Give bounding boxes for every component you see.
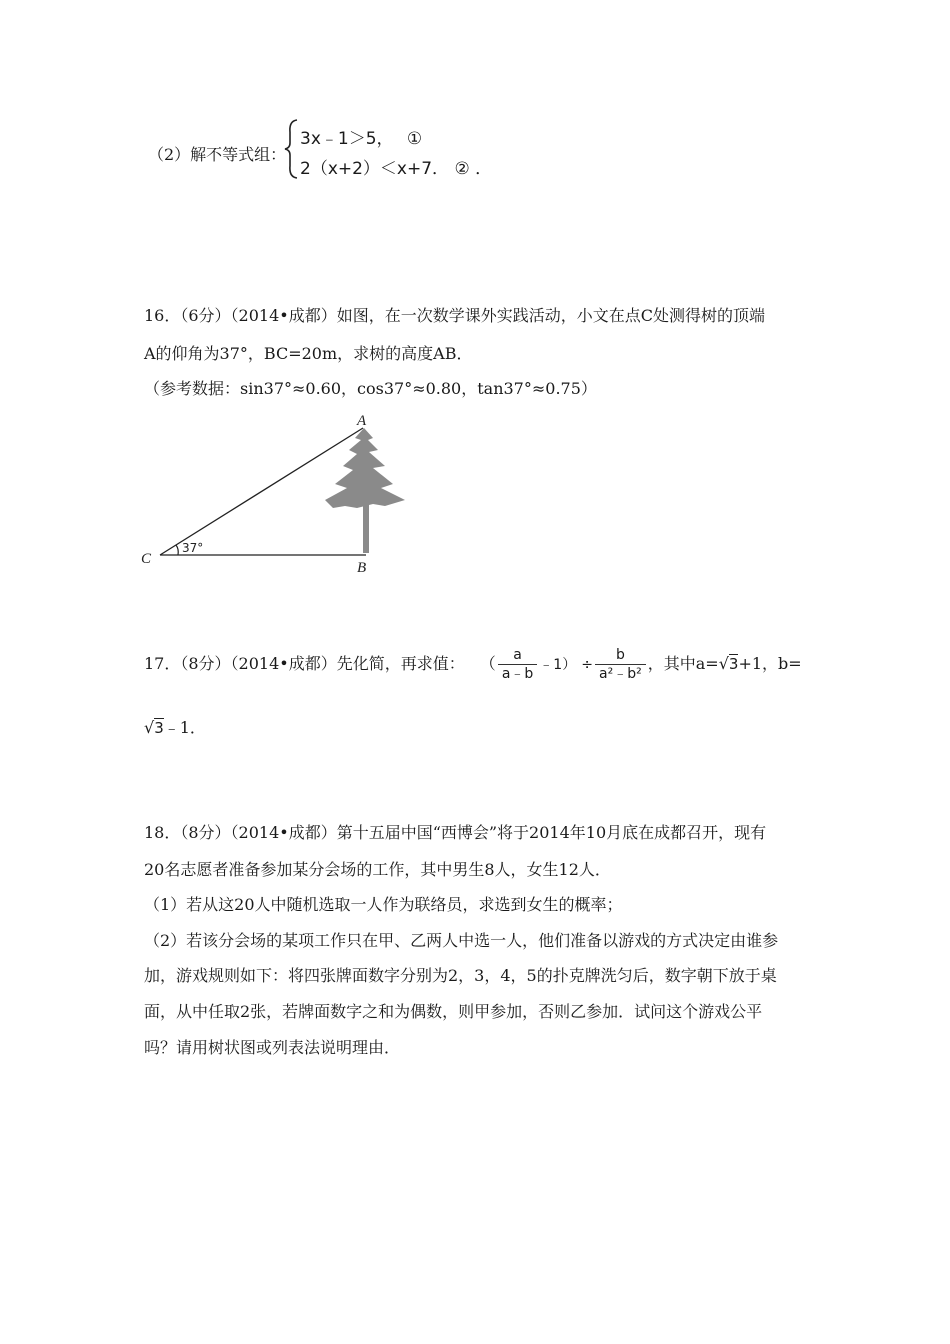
q17-prefix: 17．（8分）（2014•成都）先化简，再求值：: [144, 654, 465, 673]
q18-line-6: 面，从中任取2张，若牌面数字之和为偶数，则甲参加，否则乙参加．试问这个游戏公平: [144, 1002, 763, 1021]
q17-frac2-numerator: b: [615, 647, 625, 663]
angle-label: 37°: [182, 541, 204, 555]
q15-ineq2-text: 2（x+2）＜x+7．: [300, 159, 450, 179]
q18-line-7: 吗？请用树状图或列表法说明理由．: [144, 1038, 401, 1057]
q18-line-5: 加，游戏规则如下：将四张牌面数字分别为2，3，4，5的扑克牌洗匀后，数字朝下放于桌: [144, 966, 777, 985]
q17-fraction-2: [595, 646, 646, 683]
q18-line-1: 18．（8分）（2014•成都）第十五届中国“西博会”将于2014年10月底在成都召开，现有: [144, 823, 767, 842]
q17-b-value: [144, 716, 206, 740]
q17-open-paren: （: [479, 654, 496, 673]
q18-line-3: （1）若从这20人中随机选取一人作为联络员，求选到女生的概率；: [144, 895, 623, 914]
q15-inequality-2: [300, 154, 492, 179]
q17-frac1-denominator: a﹣b: [498, 664, 537, 683]
q15-end-period: ．: [475, 159, 493, 179]
label-b: B: [357, 560, 367, 576]
q15-part-label: （2）解不等式组：: [148, 145, 287, 164]
q17-sqrt3-b: 3: [154, 719, 164, 737]
q17-sqrt-icon-b: √: [144, 718, 155, 737]
q17-where: ，其中a=: [647, 654, 719, 673]
q18-line-4: （2）若该分会场的某项工作只在甲、乙两人中选一人，他们准备以游戏的方式决定由谁参: [144, 931, 779, 950]
q17-sqrt3-a: 3: [728, 655, 739, 673]
q17-frac1-numerator: a: [513, 647, 522, 663]
q15-ineq1-text: 3x﹣1＞5，: [300, 129, 394, 149]
system-brace-icon: [284, 118, 300, 180]
q16-line-2: A的仰角为37°，BC=20m，求树的高度AB．: [144, 344, 473, 363]
q15-inequality-1: [300, 124, 422, 149]
label-c: C: [141, 551, 152, 567]
tree-elevation-figure: [135, 410, 425, 580]
q17-minus-one: ﹣1）: [539, 657, 577, 673]
q17-expression: [144, 644, 802, 685]
q17-a-rest: +1，b=: [738, 654, 802, 673]
q17-frac2-denominator: a²﹣b²: [595, 664, 646, 683]
q16-line-1: 16．（6分）（2014•成都）如图，在一次数学课外实践活动，小文在点C处测得树的顶端: [144, 306, 765, 325]
q17-b-rest: ﹣1．: [163, 718, 206, 737]
q17-sqrt-icon: √: [718, 654, 729, 673]
tree-icon: [325, 428, 405, 553]
label-a: A: [357, 413, 367, 429]
q15-ineq1-mark: ①: [406, 129, 423, 149]
q17-fraction-1: [498, 646, 537, 683]
q18-line-2: 20名志愿者准备参加某分会场的工作，其中男生8人，女生12人．: [144, 860, 611, 879]
hypotenuse-ca: [160, 428, 363, 555]
angle-arc: [176, 545, 178, 555]
q17-divide: ÷: [581, 657, 594, 673]
q15-ineq2-mark: ②: [454, 159, 470, 179]
q16-line-3: （参考数据：sin37°≈0.60，cos37°≈0.80，tan37°≈0.75）: [144, 379, 597, 398]
